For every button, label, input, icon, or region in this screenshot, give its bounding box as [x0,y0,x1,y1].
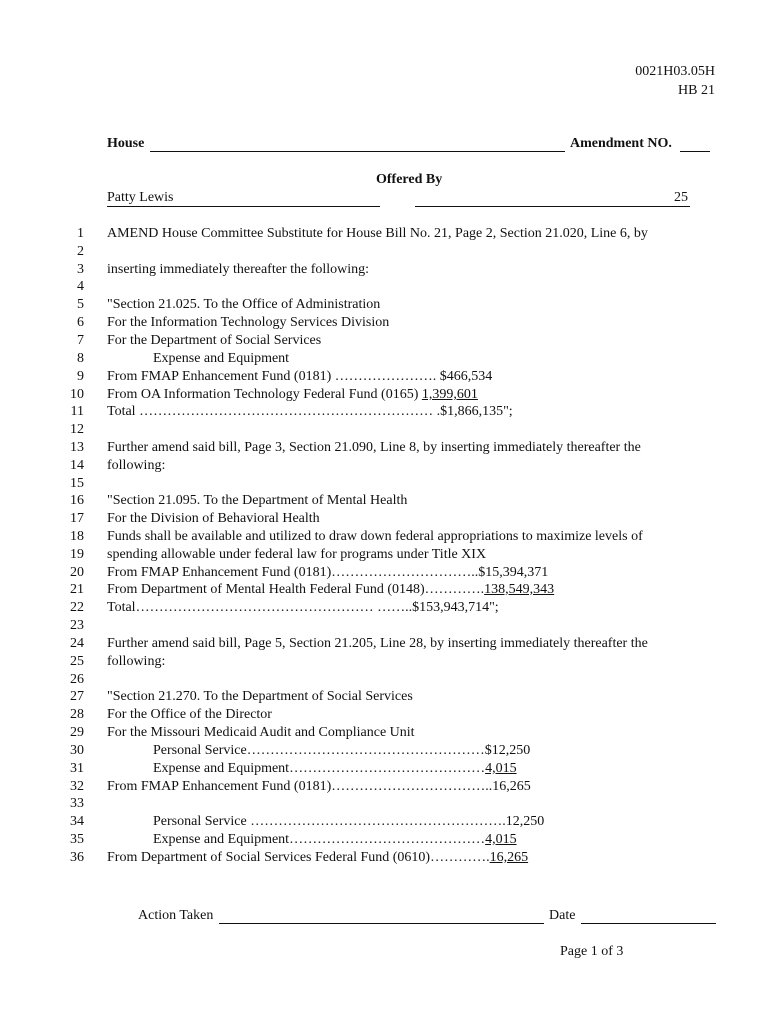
line-number: 25 [70,654,84,669]
line-number: 32 [70,779,84,794]
line-number: 20 [70,565,84,580]
sponsor-name-line [107,206,380,207]
line-number: 21 [70,582,84,597]
amount-underlined: 138,549,343 [484,582,555,597]
line-number: 10 [70,387,84,402]
house-label: House [107,136,145,151]
line-number: 4 [77,279,84,294]
line-number: 6 [77,315,84,330]
sponsor-number-line [415,206,690,207]
line-number: 34 [70,814,84,829]
line-number: 30 [70,743,84,758]
amendment-number-label: Amendment NO. [570,136,672,151]
line-number: 13 [70,440,84,455]
action-taken-blank [219,923,544,924]
line-number: 18 [70,529,84,544]
line-number: 31 [70,761,84,776]
body-line: Further amend said bill, Page 3, Section 21.090, Line 8, by inserting immediately thereafter the [107,440,641,455]
line-number: 8 [77,351,84,366]
body-line: spending allowable under federal law for programs under Title XIX [107,547,487,562]
line-number: 36 [70,850,84,865]
body-line: For the Information Technology Services Division [107,315,390,330]
body-line: Expense and Equipment……………………………………4,015 [153,761,517,776]
sponsor-district: 25 [674,190,688,205]
bill-number: HB 21 [678,83,715,98]
sponsor-name: Patty Lewis [107,190,174,205]
body-line: For the Department of Social Services [107,333,322,348]
line-number: 9 [77,369,84,384]
amount-underlined: 4,015 [485,761,517,776]
house-blank [150,151,565,152]
line-number: 24 [70,636,84,651]
line-number: 5 [77,297,84,312]
body-line: For the Office of the Director [107,707,272,722]
body-line: Personal Service……………………………………………$12,250 [153,743,531,758]
body-line: Total…………………………………………… ……..$153,943,714"; [107,600,499,615]
line-number: 1 [77,226,84,241]
line-number: 11 [70,404,84,419]
line-number: 14 [70,458,84,473]
bill-code: 0021H03.05H [635,64,715,79]
amount-underlined: 4,015 [485,832,517,847]
date-label: Date [549,908,576,923]
body-line: following: [107,458,166,473]
amount-underlined: 16,265 [489,850,529,865]
action-taken-label: Action Taken [138,908,214,923]
date-blank [581,923,716,924]
body-line: Expense and Equipment……………………………………4,015 [153,832,517,847]
line-number: 16 [70,493,84,508]
body-line: inserting immediately thereafter the following: [107,262,370,277]
line-number: 35 [70,832,84,847]
body-line: From Department of Social Services Federal Fund (0610)………….16,265 [107,850,529,865]
body-line: "Section 21.095. To the Department of Mental Health [107,493,408,508]
amount-underlined: 1,399,601 [421,387,478,402]
line-number: 27 [70,689,84,704]
amendment-number-blank [680,151,710,152]
body-line: Funds shall be available and utilized to draw down federal appropriations to maximize levels of [107,529,643,544]
line-number: 12 [70,422,84,437]
body-line: From FMAP Enhancement Fund (0181)……………………………..16,265 [107,779,531,794]
line-number: 29 [70,725,84,740]
body-line: Personal Service ……………………………………………….12,250 [153,814,545,829]
line-number: 23 [70,618,84,633]
line-number: 17 [70,511,84,526]
line-number: 3 [77,262,84,277]
line-number: 22 [70,600,84,615]
body-line: AMEND House Committee Substitute for House Bill No. 21, Page 2, Section 21.020, Line 6, by [107,226,648,241]
line-number: 2 [77,244,84,259]
body-line: Total ……………………………………………………… .$1,866,135"; [107,404,513,419]
page-number: Page 1 of 3 [560,944,624,959]
body-line: From FMAP Enhancement Fund (0181) …………………. $466,534 [107,369,493,384]
body-line: For the Division of Behavioral Health [107,511,320,526]
body-line: "Section 21.025. To the Office of Administration [107,297,381,312]
body-line: "Section 21.270. To the Department of Social Services [107,689,413,704]
line-number: 7 [77,333,84,348]
body-line: Expense and Equipment [153,351,290,366]
line-number: 33 [70,796,84,811]
line-number: 19 [70,547,84,562]
line-number: 15 [70,476,84,491]
body-line: For the Missouri Medicaid Audit and Compliance Unit [107,725,415,740]
body-line: Further amend said bill, Page 5, Section 21.205, Line 28, by inserting immediately thereafter the [107,636,648,651]
line-number: 26 [70,672,84,687]
line-number: 28 [70,707,84,722]
body-line: From OA Information Technology Federal Fund (0165) 1,399,601 [107,387,478,402]
body-line: following: [107,654,166,669]
offered-by-label: Offered By [376,172,443,187]
body-line: From FMAP Enhancement Fund (0181)…………………………..$15,394,371 [107,565,549,580]
body-line: From Department of Mental Health Federal Fund (0148)………….138,549,343 [107,582,555,597]
